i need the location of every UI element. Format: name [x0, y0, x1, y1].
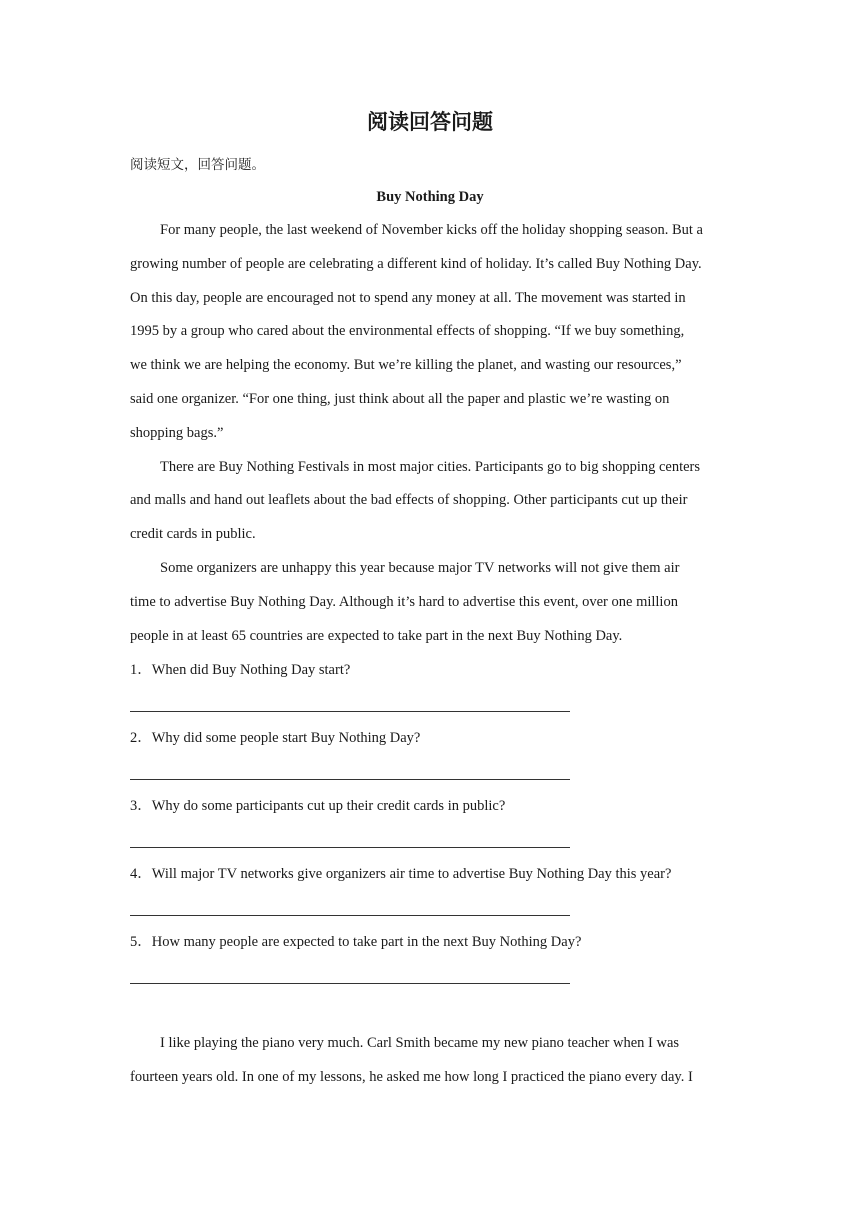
article-paragraph-1 [130, 214, 730, 451]
paragraph-line: There are Buy Nothing Festivals in most major cities. Participants go to big shopping centers [160, 458, 701, 475]
paragraph-line: time to advertise Buy Nothing Day. Although it’s hard to advertise this event, over one million [130, 593, 678, 610]
paragraph-line: For many people, the last weekend of November kicks off the holiday shopping season. But a [160, 222, 703, 238]
paragraph-line: and malls and hand out leaflets about the bad effects of shopping. Other participants cut up their [130, 492, 688, 509]
paragraph-line: we think we are helping the economy. But we’re killing the planet, and wasting our resources,” [130, 357, 682, 374]
paragraph-line: On this day, people are encouraged not to spend any money at all. The movement was started in [130, 289, 686, 306]
instruction-text: 阅读短文，回答问题。 [130, 157, 265, 173]
question-4: 4．Will major TV networks give organizers air time to advertise Buy Nothing Day this year? [130, 866, 672, 883]
paragraph-line: credit cards in public. [130, 526, 256, 543]
document-title: 阅读回答问题 [367, 109, 493, 134]
section-gap [130, 993, 730, 1027]
answer-line-3[interactable] [130, 823, 730, 857]
question-5: 5．How many people are expected to take part in the next Buy Nothing Day? [130, 934, 582, 951]
paragraph-line: 1995 by a group who cared about the environmental effects of shopping. “If we buy something, [130, 323, 685, 340]
paragraph-line: I like playing the piano very much. Carl Smith became my new piano teacher when I was [160, 1035, 680, 1052]
next-passage-paragraph [130, 1027, 730, 1095]
paragraph-line: people in at least 65 countries are expected to take part in the next Buy Nothing Day. [130, 627, 623, 644]
question-1: 1．When did Buy Nothing Day start? [130, 662, 351, 679]
question-2: 2．Why did some people start Buy Nothing Day? [130, 730, 421, 747]
answer-line-1[interactable] [130, 687, 730, 721]
answer-line-2[interactable] [130, 755, 730, 789]
paragraph-line: Some organizers are unhappy this year because major TV networks will not give them air [160, 559, 680, 576]
document-page [130, 108, 730, 1095]
question-3: 3．Why do some participants cut up their credit cards in public? [130, 798, 506, 815]
article-paragraph-3 [130, 552, 730, 653]
article-title: Buy Nothing Day [376, 189, 484, 205]
paragraph-line: fourteen years old. In one of my lessons, he asked me how long I practiced the piano every day. I [130, 1069, 693, 1086]
paragraph-line: shopping bags.” [130, 424, 224, 441]
article-paragraph-2 [130, 451, 730, 552]
paragraph-line: growing number of people are celebrating a different kind of holiday. It’s called Buy Nothing Day. [130, 255, 702, 272]
answer-line-5[interactable] [130, 959, 730, 993]
answer-line-4[interactable] [130, 891, 730, 925]
paragraph-line: said one organizer. “For one thing, just think about all the paper and plastic we’re wasting on [130, 390, 670, 407]
